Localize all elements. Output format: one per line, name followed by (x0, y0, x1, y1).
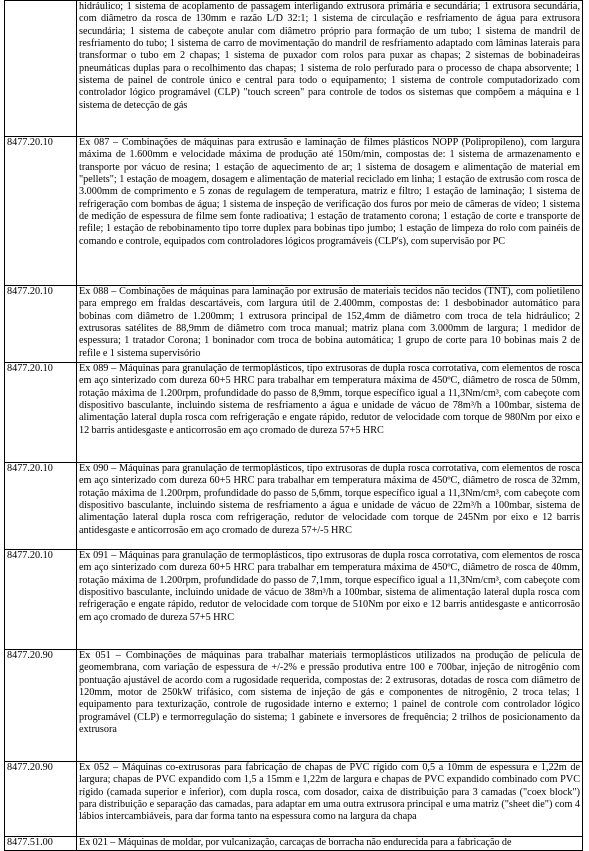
table-row (5, 550, 583, 650)
table-row (5, 650, 583, 762)
table-row (5, 463, 583, 550)
description-cell: Ex 021 – Máquinas de moldar, por vulcanização, carcaças de borracha não endurecida para a fabricação de (77, 837, 583, 851)
ncm-code-cell: 8477.20.90 (5, 762, 77, 837)
ncm-code-cell: 8477.20.10 (5, 286, 77, 363)
description-cell: Ex 091 – Máquinas para granulação de termoplásticos, tipo extrusoras de dupla rosca corrotativa, com elementos de rosca em aço sinterizado com dureza 60+5 HRC para trabalhar em temperatura máxima de 450ºC, diâmetro de rosca de 40mm, rotação máxima de 1.200rpm, profundidade do passo de 7,1mm, torque específico igual a 11,3Nm/cm³, com cabeçote com dispositivo basculante, incluindo unidade de vácuo de 38m³/h a 100mbar, sistema de alimentação lateral dupla rosca com refrigeração e engate rápido, redutor de velocidade com torque de 510Nm por eixo e 12 barris antidesgaste e anticorrosão em aço cromado de dureza 57+5 HRC (77, 550, 583, 650)
ncm-code-cell: 8477.20.10 (5, 463, 77, 550)
ncm-code-cell: 8477.20.10 (5, 137, 77, 286)
description-cell: Ex 090 – Máquinas para granulação de termoplásticos, tipo extrusoras de dupla rosca corrotativa, com elementos de rosca em aço sinterizado com dureza 60+5 HRC para trabalhar em temperatura máxima de 450ºC, diâmetro de rosca de 32mm, rotação máxima de 1.200rpm, profundidade do passo de 5,6mm, torque específico igual a 11,3Nm/cm³, com cabeçote com dispositivo basculante, incluindo sistema de resfriamento a água e unidade de vácuo de 22m³/h a 100mbar, sistema de alimentação lateral dupla rosca com refrigeração, redutor de velocidade com torque de 245Nm por eixo e 12 barris antidesgaste e anticorrosão em aço cromado de dureza 57+/-5 HRC (77, 463, 583, 550)
description-cell: hidráulico; 1 sistema de acoplamento de passagem interligando extrusora primária e secundária; 1 extrusora secundária, com diâmetro da rosca de 130mm e razão L/D 32:1; 1 sistema de circulação e resfriamento de água para extrusora secundária; 1 sistema de cabeçote anular com diâmetro próprio para formação de um tubo; 1 sistema de mandril de resfriamento do tubo; 1 sistema de carro de movimentação do mandril de resfriamento adaptado com lâminas laterais para transformar o tubo em 2 chapas; 1 sistema de puxador com rolos para puxar as chapas; 2 sistemas de bobinadeiras pneumáticas duplas para o recolhimento das chapas; 1 sistema de rolo perfurado para o processo de chapa absorvente; 1 sistema de painel de controle único e central para todo o equipamento; 1 sistema de controle computadorizado com controlador lógico programável (CLP) "touch screen" para controle de todos os sistemas que compõem a máquina e 1 sistema de detecção de gás (77, 1, 583, 137)
ncm-code-cell: 8477.20.10 (5, 363, 77, 463)
table-row (5, 137, 583, 286)
table-row (5, 1, 583, 137)
ncm-code-cell: 8477.20.90 (5, 650, 77, 762)
description-cell: Ex 088 – Combinações de máquinas para laminação por extrusão de materiais tecidos não tecidos (TNT), com polietileno para emprego em fraldas descartáveis, com largura útil de 2.400mm, compostas de: 1 desbobinador automático para bobinas com diâmetro de 1.200mm; 1 extrusora principal de 152,4mm de diâmetro com troca de tela hidráulico; 2 extrusoras satélites de 88,9mm de diâmetro com troca manual; matriz plana com 3.000mm de largura; 1 medidor de espessura; 1 tratador Corona; 1 boninador com troca de bobina automática; 1 grupo de corte para 10 bobinas mais 2 de refile e 1 sistema supervisório (77, 286, 583, 363)
table-row (5, 363, 583, 463)
table-row (5, 837, 583, 851)
table-row (5, 286, 583, 363)
ncm-exception-table (4, 0, 583, 851)
description-cell: Ex 052 – Máquinas co-extrusoras para fabricação de chapas de PVC rígido com 0,5 a 10mm de espessura e 1,22m de largura; chapas de PVC expandido com 1,5 a 15mm e 1,22m de largura e chapas de PVC expandido combinado com PVC rígido (camada superior e inferior), com dupla rosca, com dosador, caixa de distribuição para 3 camadas ("coex block") para distribuição e separação das camadas, para adaptar em uma outra extrusora principal e uma matriz ("sheet die") com 4 lábios intercambiáveis, para dar forma tanto na espessura como na largura da chapa (77, 762, 583, 837)
ncm-document-page (4, 0, 582, 851)
ncm-code-cell (5, 1, 77, 137)
description-cell: Ex 089 – Máquinas para granulação de termoplásticos, tipo extrusoras de dupla rosca corrotativa, com elementos de rosca em aço sinterizado com dureza 60+5 HRC para trabalhar em temperatura máxima de 450ºC, diâmetro de rosca de 50mm, rotação máxima de 1.200rpm, profundidade do passo de 8,9mm, torque específico igual a 11,3Nm/cm³, com cabeçote com dispositivo basculante, incluindo sistema de resfriamento a água e unidade de vácuo de 78m³/h a 100mbar, sistema de alimentação lateral dupla rosca com refrigeração e engate rápido, redutor de velocidade com torque de 980Nm por eixo e 12 barris antidesgaste e anticorrosão em aço cromado de dureza 57+5 HRC (77, 363, 583, 463)
description-cell: Ex 051 – Combinações de máquinas para trabalhar materiais termoplásticos utilizados na produção de película de geomembrana, com variação de espessura de +/-2% e pressão produtiva entre 100 e 700bar, injeção de nitrogênio com pontuação ajustável de acordo com a rugosidade requerida, compostas de: 2 extrusoras, dotadas de rosca com diâmetro de 120mm, motor de 250kW trifásico, com sistema de injeção de gás e componentes de nitrogênio, 2 troca telas; 1 equipamento para texturização, controle de rugosidade interno e externo; 1 painel de controle com controlador lógico programável (CLP) e termorregulação do sistema; 1 gabinete e inversores de frequência; 2 trilhos de posicionamento da extrusora (77, 650, 583, 762)
description-cell: Ex 087 – Combinações de máquinas para extrusão e laminação de filmes plásticos NOPP (Polipropileno), com largura máxima de 1.600mm e velocidade máxima de produção até 150m/min, compostas de: 1 sistema de armazenamento e transporte por vácuo de resina; 1 estação de aquecimento de ar; 1 sistema de dosagem e alimentação de material em "pellets"; 1 estação de moagem, dosagem e alimentação de material reciclado em linha; 1 estação de extrusão com rosca de 3.000mm de comprimento e 5 zonas de regulagem de temperatura, matriz e filtro; 1 estação de laminação; 1 sistema de refrigeração com bombas de água; 1 sistema de inspeção de verificação dos furos por meio de câmeras de vídeo; 1 sistema de medição de espessura de filme sem fonte radioativa; 1 estação de tratamento corona; 1 estação de corte e transporte de refile; 1 estação de rebobinamento tipo torre duplex para bobinas tipo jumbo; 1 estação de limpeza do rolo com painéis de comando e controle, equipados com controladores lógicos programáveis (CLP's), com supervisão por PC (77, 137, 583, 286)
ncm-code-cell: 8477.20.10 (5, 550, 77, 650)
ncm-code-cell: 8477.51.00 (5, 837, 77, 851)
table-row (5, 762, 583, 837)
